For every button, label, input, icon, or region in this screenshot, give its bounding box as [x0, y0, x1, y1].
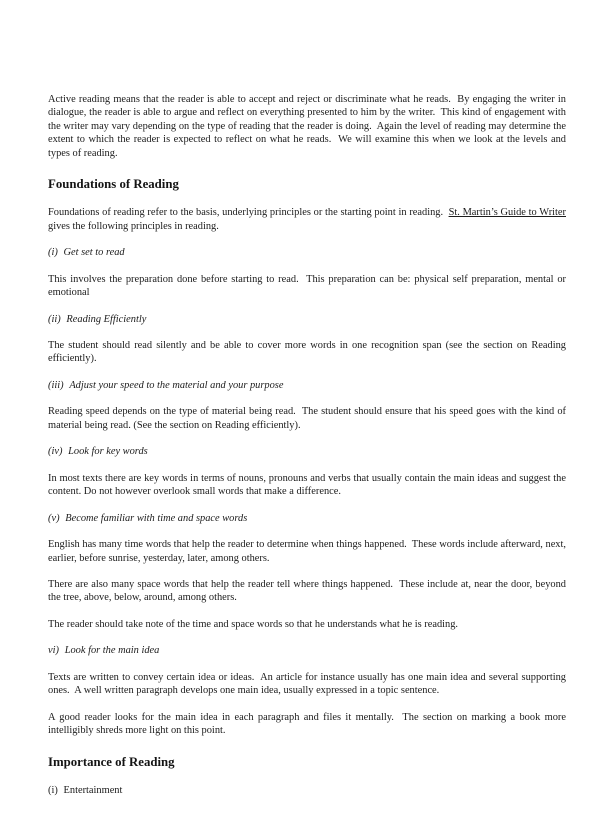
principle-title: Look for the main idea [64, 645, 160, 657]
principle-heading-look-for-key-words [48, 445, 566, 458]
foundations-intro-pre: Foundations of reading refer to the basis, underlying principles or the starting point in reading. [48, 207, 449, 219]
paragraph-adjust-your-speed: Reading speed depends on the type of material being read. The student should ensure that his speed goes with the kind of material being read. (See the section on Reading efficiently). [48, 406, 566, 431]
heading-foundations-of-reading: Foundations of Reading [48, 177, 179, 192]
paragraph-good-reader: A good reader looks for the main idea in each paragraph and files it mentally. The section on marking a book more intelligibly shreds more light on this point. [48, 711, 566, 737]
principle-marker: (v) [48, 512, 60, 524]
paragraph-look-for-key-words: In most texts there are key words in terms of nouns, pronouns and verbs that usually contain the main ideas and suggest the content. Do not however overlook small words that make a difference. [48, 472, 566, 498]
paragraph-get-set-to-read: This involves the preparation done before starting to read. This preparation can be: physical self preparation, mental or emotional [48, 273, 566, 299]
principle-marker: (ii) [48, 313, 61, 325]
principle-title: Adjust your speed to the material and your purpose [69, 379, 284, 391]
paragraph-foundations-intro [48, 206, 566, 233]
foundations-intro-post: gives the following principles in reading. [48, 220, 219, 232]
paragraph-texts-convey-ideas: Texts are written to convey certain idea or ideas. An article for instance usually has one main idea and several supporting ones. A well written paragraph develops one main idea, usually expressed in a topic sentence. [48, 671, 566, 697]
principle-marker: (iv) [48, 446, 63, 458]
paragraph-time-words: English has many time words that help the reader to determine when things happened. These words include afterward, next, earlier, before sunrise, yesterday, later, among others. [48, 539, 566, 564]
principle-title: Become familiar with time and space words [65, 512, 248, 524]
principle-heading-reading-efficiently [48, 313, 566, 326]
heading-importance-of-reading: Importance of Reading [48, 754, 175, 769]
principle-title: Look for key words [68, 446, 148, 458]
principle-heading-time-and-space-words [48, 512, 566, 525]
page-content [48, 93, 566, 810]
principle-heading-get-set-to-read [48, 246, 566, 259]
principle-marker: (i) [48, 247, 58, 259]
importance-item-entertainment [48, 784, 566, 797]
principle-marker: (iii) [48, 379, 64, 391]
importance-item-marker: (i) [48, 784, 58, 796]
principle-marker: vi) [48, 645, 59, 657]
importance-item-label: Entertainment [63, 784, 123, 796]
principle-title: Reading Efficiently [66, 313, 147, 325]
principle-heading-adjust-your-speed [48, 379, 566, 392]
principle-title: Get set to read [63, 247, 125, 259]
principle-heading-look-for-main-idea [48, 644, 566, 657]
paragraph-take-note: The reader should take note of the time and space words so that he understands what he is reading. [48, 618, 459, 630]
paragraph-space-words: There are also many space words that help the reader tell where things happened. These include at, near the door, beyond the tree, above, below, around, among others. [48, 578, 566, 604]
paragraph-active-reading: Active reading means that the reader is able to accept and reject or discriminate what he reads. By engaging the writer in dialogue, the reader is able to argue and reflect on everything presented to him by the writer. This kind of engagement with the writer may vary depending on the type of reading that the reader is doing. Again the level of reading may determine the extent to which the reader is expected to reflect on what he reads. We will examine this when we look at the levels and types of reading. [48, 94, 566, 159]
paragraph-reading-efficiently: The student should read silently and be able to cover more words in one recognition span (see the section on Reading efficiently). [48, 339, 566, 365]
book-title-underlined: St. Martin’s Guide to Writer [448, 207, 566, 219]
